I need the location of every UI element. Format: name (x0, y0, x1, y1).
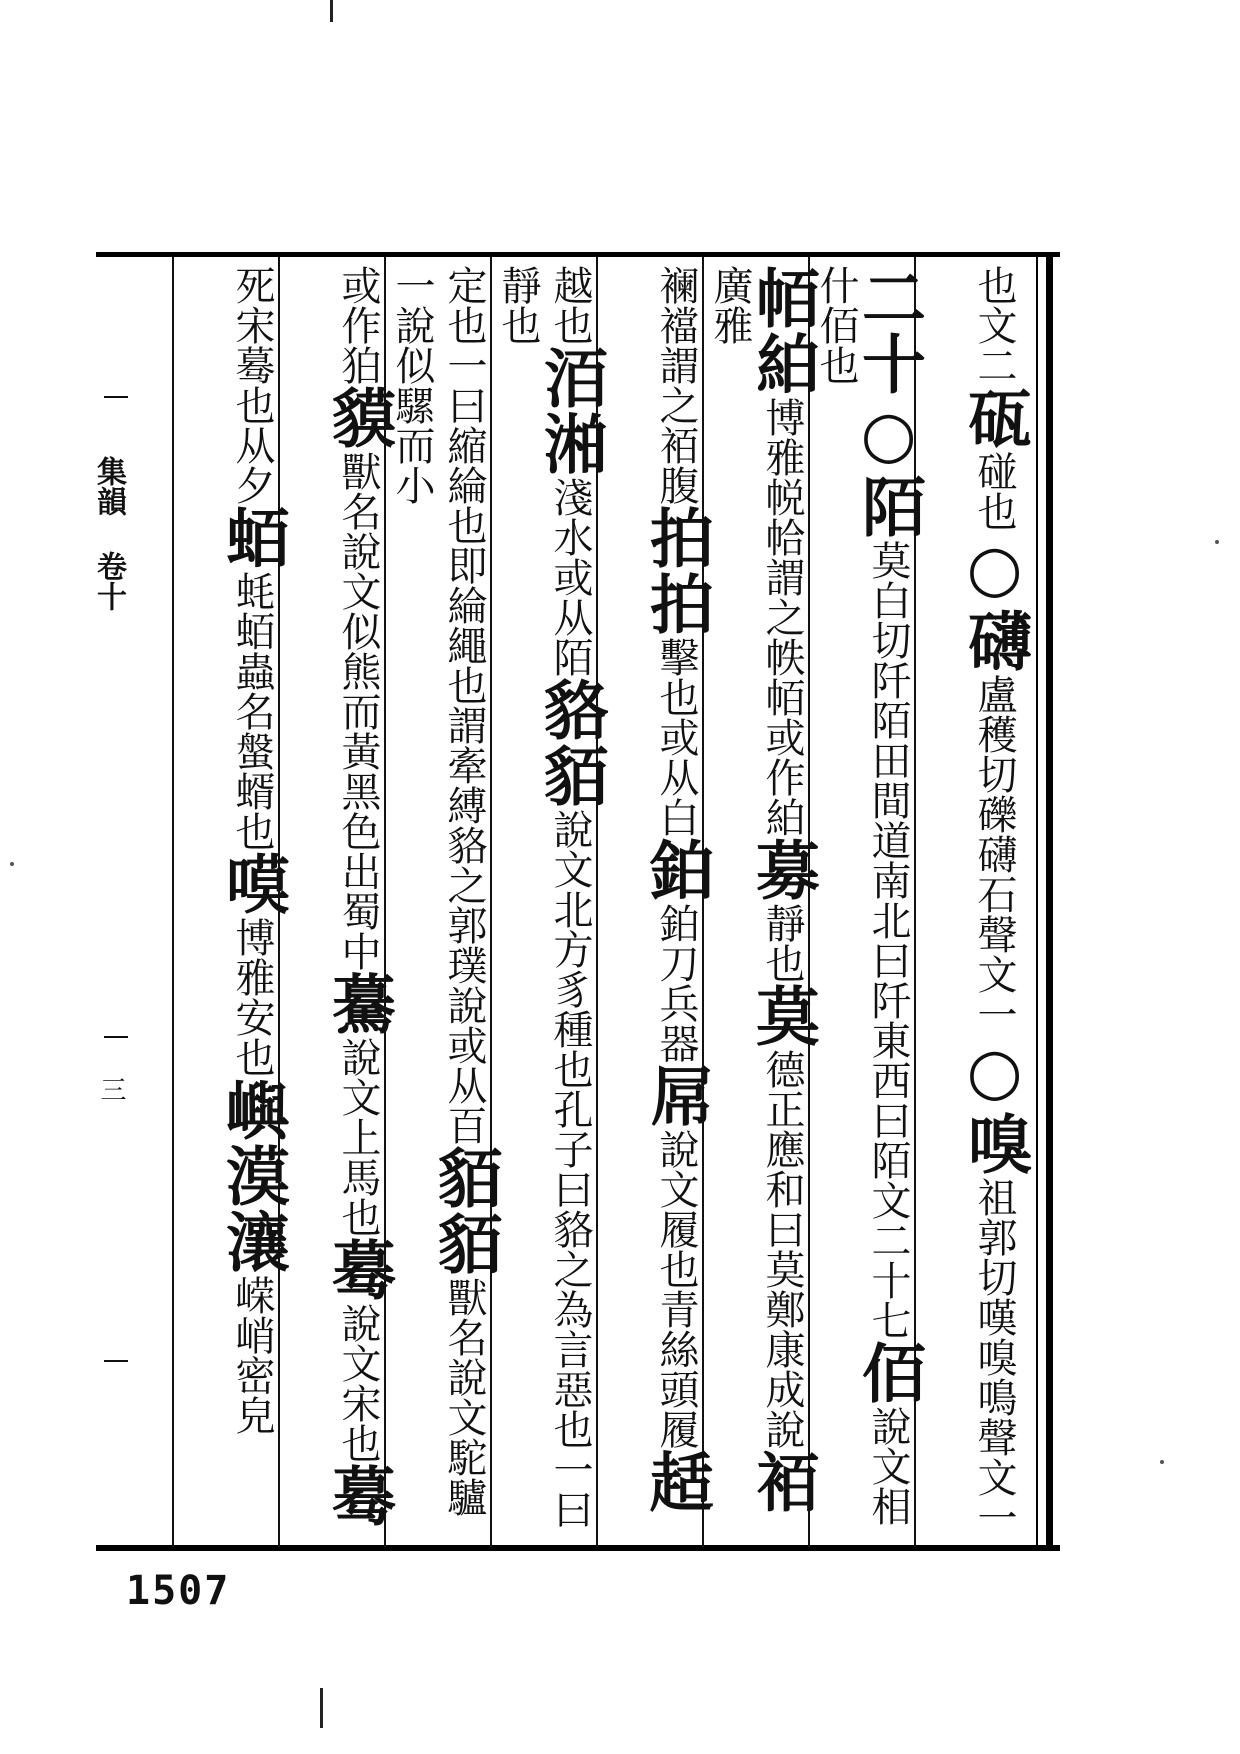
column-text (596, 265, 714, 1545)
headword: 砙 (957, 385, 1032, 451)
text-column (808, 257, 926, 1547)
headword: 募 (745, 837, 820, 903)
annotation: 靜也 (759, 903, 805, 983)
fold-margin (91, 256, 128, 1552)
headword: 蛨 (215, 505, 290, 571)
column-text (490, 265, 608, 1545)
margin-rule (104, 396, 128, 398)
page-number: 1507 (126, 1568, 231, 1614)
headword: 貊 (427, 1211, 502, 1277)
scan-speck (10, 862, 14, 866)
text-column (914, 257, 1032, 1547)
headword: 驀 (321, 971, 396, 1037)
headword: 帞 (745, 265, 820, 331)
headword: 湐 (533, 411, 608, 477)
headword: 漠 (215, 1143, 290, 1209)
annotation: 說文履也青絲頭履 (653, 1129, 699, 1449)
scan-edge-mark (320, 1688, 323, 1728)
headword: 趏 (639, 1449, 714, 1515)
headword: 嶼 (215, 1077, 290, 1143)
annotation: 說文相什佰也 (813, 265, 911, 1526)
scan-speck (1160, 1460, 1164, 1464)
text-columns (128, 257, 1040, 1547)
headword: 貉 (533, 677, 608, 743)
margin-rule (104, 1036, 128, 1038)
annotation: 德正應和曰莫鄭康成說 (759, 1049, 805, 1449)
headword: ○ (957, 531, 1032, 608)
folio-number: 三 (96, 1076, 126, 1102)
headword: 屌 (639, 1063, 714, 1129)
frame-border-right (1046, 252, 1053, 1551)
annotation: 博雅安也 (229, 917, 275, 1077)
annotation: 或作狛 (335, 265, 381, 385)
annotation: 祖郭切嘆嗅鳴聲文一 (971, 1177, 1017, 1537)
headword: 嗅 (957, 1111, 1032, 1177)
annotation: 廣雅 (707, 265, 753, 345)
annotation: 定也一曰縮綸也即綸繩也謂牽縛貉之郭璞說或从百 (441, 265, 487, 1145)
annotation: 說文上馬也 (335, 1037, 381, 1237)
headword: 洦 (533, 345, 608, 411)
headword: ○ (957, 1034, 1032, 1111)
annotation: 鉑刀兵器 (653, 903, 699, 1063)
annotation: 也文二 (971, 265, 1017, 385)
annotation: 蚝蛨蟲名螌蝑也 (229, 571, 275, 851)
text-column (172, 257, 290, 1547)
text-column (384, 257, 502, 1547)
annotation: 淺水或从陌 (547, 477, 593, 677)
book-title: 集韻 卷十 (91, 456, 126, 611)
text-column (702, 257, 820, 1547)
headword: 鉑 (639, 837, 714, 903)
scan-edge-mark (330, 0, 333, 22)
annotation: 獸名說文似熊而黃黑色出蜀中 (335, 451, 381, 971)
annotation: 博雅帨帢謂之帙帞或作絈 (759, 397, 805, 837)
text-column (596, 257, 714, 1547)
headword: 陌 (851, 474, 926, 540)
headword: 拍 (639, 571, 714, 637)
headword: 貊 (533, 743, 608, 809)
headword: 二十 (851, 265, 926, 397)
column-text (808, 265, 926, 1545)
headword: 瀼 (215, 1209, 290, 1275)
annotation: 死宋蓦也从夕 (229, 265, 275, 505)
headword: 貊 (427, 1145, 502, 1211)
column-text (172, 265, 290, 1545)
annotation: 嵘峭密皃 (229, 1275, 275, 1435)
headword: 絈 (745, 331, 820, 397)
margin-rule (104, 1360, 128, 1362)
annotation: 越也 (547, 265, 593, 345)
column-text (384, 265, 502, 1545)
headword: 嗼 (215, 851, 290, 917)
headword: 佰 (851, 1340, 926, 1406)
annotation: 盧穫切礫礴石聲文一 (971, 674, 1017, 1034)
annotation: 說文宋也 (335, 1303, 381, 1463)
scan-speck (1215, 540, 1219, 544)
headword: 貘 (321, 385, 396, 451)
headword: 礴 (957, 608, 1032, 674)
headword: 蓦 (321, 1237, 396, 1303)
annotation: 莫白切阡陌田間道南北曰阡東西曰陌文二十七 (865, 540, 911, 1340)
text-column (490, 257, 608, 1547)
headword: 蓦 (321, 1463, 396, 1529)
column-text (702, 265, 820, 1545)
column-text (278, 265, 396, 1545)
headword: ○ (851, 397, 926, 474)
annotation: 說文北方豸種也孔子曰貉之為言惡也一曰靜也 (495, 265, 593, 1529)
annotation: 擊也或从白 (653, 637, 699, 837)
column-text (914, 265, 1032, 1545)
annotation: 獸名說文駝驢一說似騾而小 (389, 265, 487, 1517)
headword: 拍 (639, 505, 714, 571)
annotation: 碰也 (971, 451, 1017, 531)
headword: 袹 (745, 1449, 820, 1515)
annotation: 襕襠謂之袹腹 (653, 265, 699, 505)
headword: 莫 (745, 983, 820, 1049)
text-column (278, 257, 396, 1547)
